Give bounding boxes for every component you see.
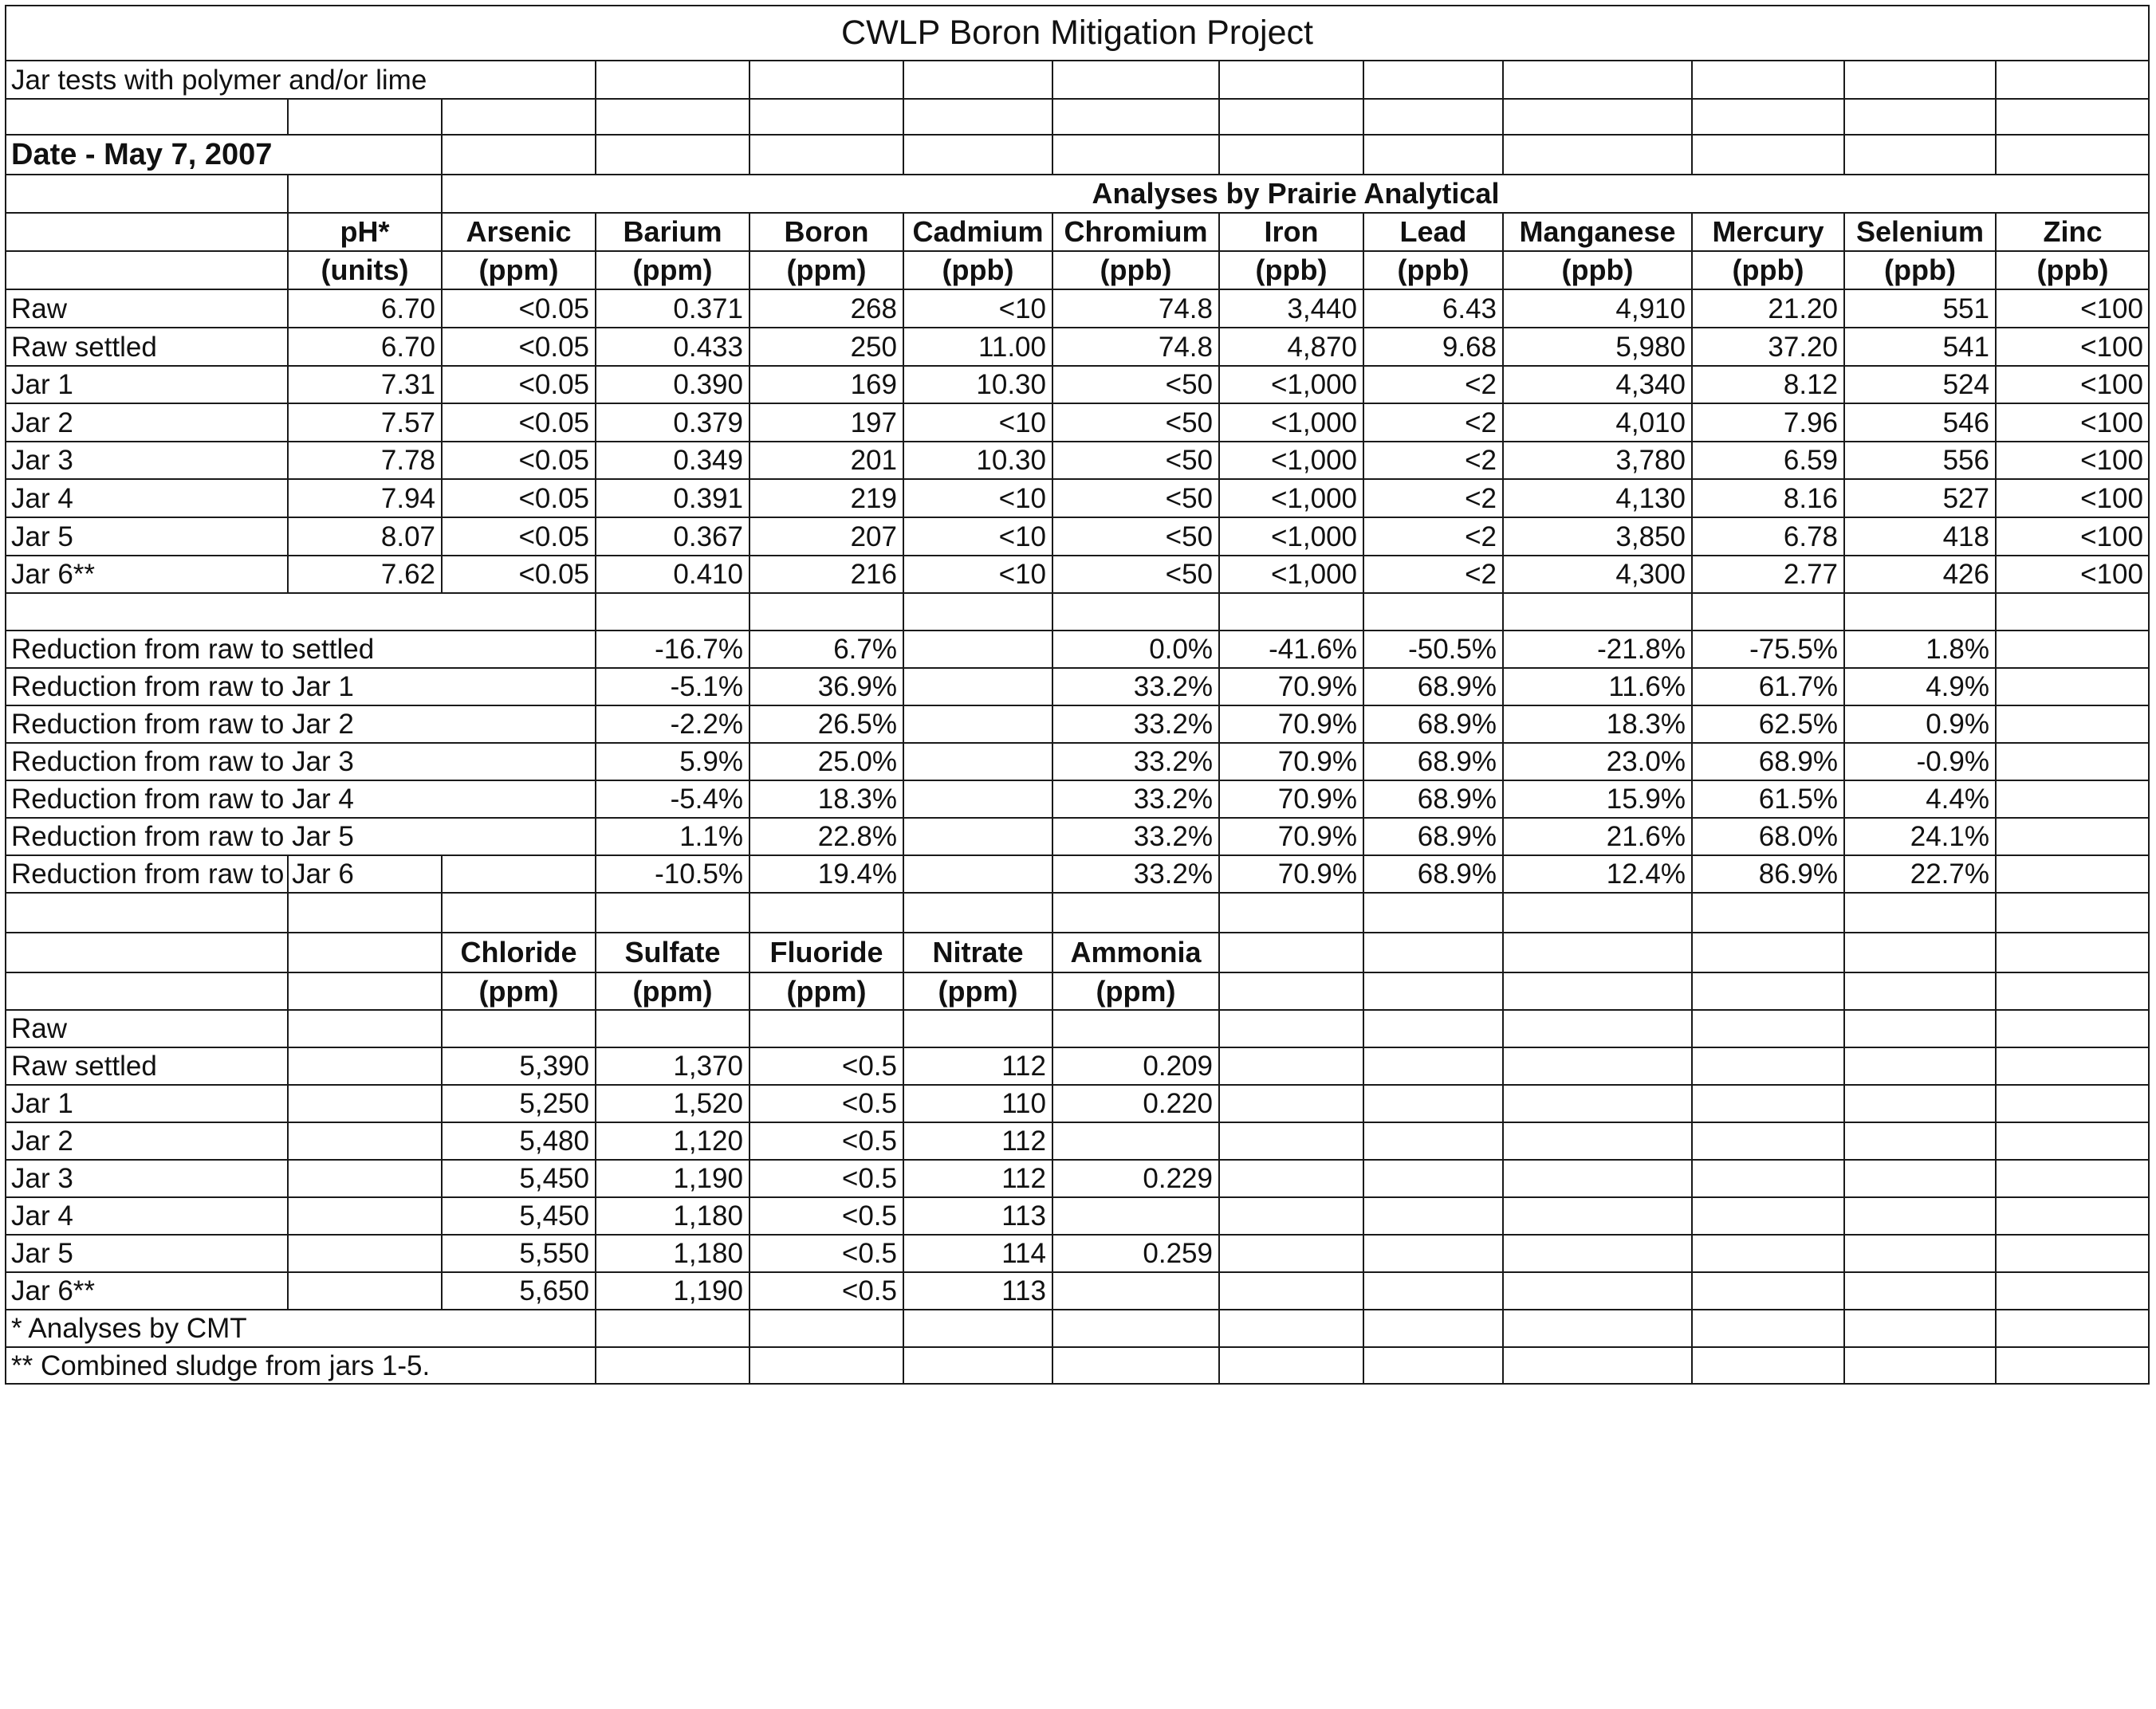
reduction-cell: 36.9%: [817, 671, 897, 702]
data-cell: <50: [1165, 521, 1213, 552]
reduction-cell: 18.3%: [817, 784, 897, 815]
data-cell: <1,000: [1270, 445, 1357, 476]
reduction-cell: 68.9%: [1417, 671, 1497, 702]
reduction-label: Reduction from raw to Jar 5: [11, 821, 354, 852]
data-cell: 0.390: [673, 369, 743, 400]
data-cell: 21.20: [1768, 293, 1838, 324]
reduction-cell: -21.8%: [1597, 634, 1686, 665]
data-cell: 37.20: [1768, 331, 1838, 363]
data-cell: <0.05: [518, 407, 589, 438]
column-header: Cadmium: [912, 215, 1044, 248]
reduction-cell: [1996, 818, 2150, 855]
data-cell: 7.94: [380, 482, 435, 514]
anion-cell: <0.5: [841, 1051, 897, 1082]
data-cell: 5,980: [1615, 331, 1686, 363]
data-cell: 219: [850, 482, 897, 514]
reduction-label: Reduction from raw to Jar 2: [11, 709, 354, 740]
anion-row-label: Raw settled: [11, 1051, 157, 1082]
row-label: Jar 4: [11, 482, 73, 514]
reduction-label: Reduction from raw to settled: [11, 634, 375, 665]
reduction-cell: 68.9%: [1417, 858, 1497, 890]
data-cell: 527: [1942, 482, 1989, 514]
anion-cell: 5,550: [519, 1238, 589, 1269]
data-cell: 197: [850, 407, 897, 438]
reduction-label: Reduction from raw to Jar 1: [11, 671, 354, 702]
anion-cell: 1,180: [673, 1238, 743, 1269]
data-cell: <1,000: [1270, 521, 1357, 552]
data-cell: 11.00: [978, 331, 1046, 363]
column-header: Mercury: [1712, 215, 1824, 248]
anion-cell: 1,520: [673, 1088, 743, 1119]
reduction-cell: 70.9%: [1277, 709, 1357, 740]
reduction-cell: 33.2%: [1133, 671, 1213, 702]
anion-cell: 113: [1001, 1200, 1046, 1232]
anion-header: Sulfate: [624, 936, 721, 968]
anion-cell: 112: [1001, 1126, 1046, 1157]
data-cell: 7.31: [380, 369, 435, 400]
data-cell: <100: [2080, 293, 2143, 324]
data-cell: <10: [998, 293, 1046, 324]
reduction-cell: 68.9%: [1417, 709, 1497, 740]
reduction-cell: 21.6%: [1606, 821, 1686, 852]
row-label: Jar 2: [11, 407, 73, 438]
data-cell: 3,780: [1615, 445, 1686, 476]
reduction-cell: [903, 668, 1052, 705]
anion-cell: <0.5: [841, 1275, 897, 1306]
data-cell: 4,340: [1615, 369, 1686, 400]
reduction-cell: 61.7%: [1758, 671, 1838, 702]
anion-cell: [749, 1010, 903, 1047]
anion-header: Ammonia: [1070, 936, 1202, 968]
data-cell: <100: [2080, 407, 2143, 438]
reduction-cell: 68.9%: [1417, 821, 1497, 852]
reduction-cell: 22.7%: [1910, 858, 1989, 890]
data-cell: 418: [1942, 521, 1989, 552]
data-cell: <50: [1165, 482, 1213, 514]
reduction-cell: [903, 631, 1052, 668]
reduction-cell: 24.1%: [1910, 821, 1989, 852]
data-cell: <0.05: [518, 331, 589, 363]
anion-unit: (ppm): [938, 974, 1018, 1008]
reduction-cell: 68.9%: [1758, 746, 1838, 777]
column-header: Iron: [1264, 215, 1319, 248]
data-cell: <1,000: [1270, 559, 1357, 590]
column-header: pH*: [340, 215, 390, 248]
reduction-cell: 33.2%: [1133, 709, 1213, 740]
data-cell: 9.68: [1442, 331, 1497, 363]
data-cell: 201: [850, 445, 897, 476]
data-cell: 0.349: [673, 445, 743, 476]
anion-cell: 110: [1001, 1088, 1046, 1119]
reduction-cell: 19.4%: [817, 858, 897, 890]
reduction-label: Reduction from raw to Jar 4: [11, 784, 354, 815]
anion-unit: (ppm): [632, 974, 713, 1008]
column-unit: (ppm): [478, 253, 559, 286]
data-cell: 556: [1942, 445, 1989, 476]
data-cell: 524: [1942, 369, 1989, 400]
reduction-cell: [1996, 855, 2150, 893]
data-cell: 250: [850, 331, 897, 363]
data-cell: <10: [998, 559, 1046, 590]
anion-row-label: Raw: [11, 1013, 68, 1044]
column-unit: (units): [321, 253, 409, 286]
data-cell: <2: [1465, 445, 1497, 476]
data-cell: 551: [1942, 293, 1989, 324]
data-cell: 4,870: [1287, 331, 1357, 363]
reduction-cell: 33.2%: [1133, 858, 1213, 890]
data-cell: <0.05: [518, 369, 589, 400]
reduction-cell: 22.8%: [817, 821, 897, 852]
column-unit: (ppb): [1884, 253, 1956, 286]
column-unit: (ppb): [1255, 253, 1328, 286]
anion-cell: 1,370: [673, 1051, 743, 1082]
data-cell: <2: [1465, 482, 1497, 514]
reduction-cell: 33.2%: [1133, 821, 1213, 852]
data-cell: 8.07: [380, 521, 435, 552]
data-cell: <50: [1165, 559, 1213, 590]
anion-cell: [596, 1010, 749, 1047]
anion-header: Fluoride: [769, 936, 883, 968]
row-label: Raw: [11, 293, 68, 324]
anion-row-label: Jar 2: [11, 1126, 73, 1157]
sheet-title: CWLP Boron Mitigation Project: [841, 13, 1313, 52]
anion-header: Nitrate: [932, 936, 1024, 968]
anion-cell: 1,180: [673, 1200, 743, 1232]
reduction-cell: 5.9%: [679, 746, 743, 777]
reduction-cell: [903, 705, 1052, 743]
data-cell: 268: [850, 293, 897, 324]
anion-cell: 5,250: [519, 1088, 589, 1119]
anion-cell: <0.5: [841, 1126, 897, 1157]
reduction-cell: -75.5%: [1749, 634, 1838, 665]
reduction-cell: 70.9%: [1277, 746, 1357, 777]
reduction-cell: 25.0%: [817, 746, 897, 777]
data-cell: <100: [2080, 521, 2143, 552]
data-cell: <0.05: [518, 293, 589, 324]
footnote: ** Combined sludge from jars 1-5.: [11, 1350, 431, 1381]
data-cell: 6.70: [380, 331, 435, 363]
reduction-cell: 4.9%: [1926, 671, 1989, 702]
reduction-cell: [903, 855, 1052, 893]
data-cell: 546: [1942, 407, 1989, 438]
anion-cell: 112: [1001, 1051, 1046, 1082]
reduction-cell: 70.9%: [1277, 671, 1357, 702]
reduction-cell: 86.9%: [1758, 858, 1838, 890]
data-cell: <2: [1465, 559, 1497, 590]
row-label: Jar 6**: [11, 559, 96, 590]
reduction-cell: -5.4%: [670, 784, 743, 815]
anion-cell: 1,120: [673, 1126, 743, 1157]
anion-cell: 1,190: [673, 1163, 743, 1194]
data-cell: <1,000: [1270, 407, 1357, 438]
anion-row-label: Jar 5: [11, 1238, 73, 1269]
anion-unit: (ppm): [1096, 974, 1176, 1008]
reduction-cell: [1996, 668, 2150, 705]
column-unit: (ppb): [1561, 253, 1634, 286]
reduction-cell: 70.9%: [1277, 821, 1357, 852]
reduction-cell: 68.0%: [1758, 821, 1838, 852]
data-cell: 3,850: [1615, 521, 1686, 552]
column-header: Selenium: [1855, 215, 1985, 248]
data-cell: 541: [1942, 331, 1989, 363]
reduction-cell: [1996, 631, 2150, 668]
reduction-cell: 68.9%: [1417, 746, 1497, 777]
data-cell: <1,000: [1270, 369, 1357, 400]
data-cell: 6.43: [1442, 293, 1497, 324]
anion-cell: [903, 1010, 1052, 1047]
anion-cell: 0.220: [1143, 1088, 1213, 1119]
data-cell: <2: [1465, 369, 1497, 400]
reduction-cell: 18.3%: [1606, 709, 1686, 740]
data-cell: 4,130: [1615, 482, 1686, 514]
data-cell: 216: [850, 559, 897, 590]
anion-cell: 112: [1001, 1163, 1046, 1194]
anion-header: Chloride: [460, 936, 577, 968]
reduction-cell: 70.9%: [1277, 784, 1357, 815]
column-unit: (ppm): [786, 253, 867, 286]
data-cell: 0.410: [673, 559, 743, 590]
anion-row-label: Jar 6**: [11, 1275, 96, 1306]
column-header: Manganese: [1519, 215, 1676, 248]
reduction-cell: 0.9%: [1926, 709, 1989, 740]
data-cell: 0.367: [673, 521, 743, 552]
data-cell: <100: [2080, 482, 2143, 514]
reduction-cell: [1996, 705, 2150, 743]
reduction-cell: 61.5%: [1758, 784, 1838, 815]
reduction-cell: 1.1%: [679, 821, 743, 852]
reduction-cell: 70.9%: [1277, 858, 1357, 890]
data-cell: 0.433: [673, 331, 743, 363]
column-unit: (ppb): [1732, 253, 1804, 286]
spreadsheet: [5, 5, 2150, 1420]
data-cell: <0.05: [518, 482, 589, 514]
sheet-subtitle: Jar tests with polymer and/or lime: [11, 64, 427, 96]
column-header: Arsenic: [466, 215, 572, 248]
column-unit: (ppb): [942, 253, 1014, 286]
reduction-cell: 1.8%: [1926, 634, 1989, 665]
data-cell: <2: [1465, 407, 1497, 438]
data-cell: <10: [998, 482, 1046, 514]
data-cell: 6.70: [380, 293, 435, 324]
anion-cell: <0.5: [841, 1163, 897, 1194]
reduction-cell: 12.4%: [1606, 858, 1686, 890]
data-cell: <100: [2080, 369, 2143, 400]
data-cell: 8.12: [1783, 369, 1838, 400]
reduction-cell: -50.5%: [1408, 634, 1497, 665]
anion-cell: [442, 1010, 596, 1047]
anion-cell: 5,650: [519, 1275, 589, 1306]
data-cell: 0.371: [673, 293, 743, 324]
data-cell: 426: [1942, 559, 1989, 590]
data-cell: 0.391: [673, 482, 743, 514]
anion-row-label: Jar 1: [11, 1088, 73, 1119]
column-header: Barium: [623, 215, 722, 248]
reduction-cell: [903, 818, 1052, 855]
anion-unit: (ppm): [478, 974, 559, 1008]
data-cell: 10.30: [976, 445, 1046, 476]
reduction-cell: 62.5%: [1758, 709, 1838, 740]
data-cell: 6.78: [1783, 521, 1838, 552]
row-label: Jar 5: [11, 521, 73, 552]
data-cell: <1,000: [1270, 482, 1357, 514]
reduction-cell: 33.2%: [1133, 784, 1213, 815]
data-cell: 6.59: [1783, 445, 1838, 476]
data-cell: 0.379: [673, 407, 743, 438]
reduction-cell: [1996, 743, 2150, 780]
data-cell: <50: [1165, 445, 1213, 476]
anion-cell: 5,480: [519, 1126, 589, 1157]
row-label: Raw settled: [11, 331, 157, 363]
data-cell: <0.05: [518, 521, 589, 552]
reduction-cell: -41.6%: [1269, 634, 1357, 665]
column-unit: (ppm): [632, 253, 713, 286]
data-cell: 4,910: [1615, 293, 1686, 324]
data-cell: 4,010: [1615, 407, 1686, 438]
column-header: Boron: [784, 215, 869, 248]
reduction-cell: [903, 780, 1052, 818]
data-cell: <0.05: [518, 445, 589, 476]
reduction-cell: 6.7%: [833, 634, 897, 665]
data-cell: 10.30: [976, 369, 1046, 400]
anion-cell: 0.229: [1143, 1163, 1213, 1194]
reduction-cell: 11.6%: [1608, 671, 1686, 702]
anion-cell: <0.5: [841, 1238, 897, 1269]
reduction-cell: 33.2%: [1133, 746, 1213, 777]
anion-cell: [1052, 1122, 1219, 1160]
data-cell: 3,440: [1287, 293, 1357, 324]
data-cell: 7.78: [380, 445, 435, 476]
anion-cell: <0.5: [841, 1088, 897, 1119]
column-unit: (ppb): [2036, 253, 2109, 286]
anion-cell: [1052, 1272, 1219, 1310]
reduction-cell: -16.7%: [655, 634, 743, 665]
reduction-label: Reduction from raw to Jar 6: [11, 858, 354, 890]
footnote: * Analyses by CMT: [11, 1313, 247, 1344]
anion-cell: 1,190: [673, 1275, 743, 1306]
reduction-cell: -0.9%: [1916, 746, 1989, 777]
data-cell: <50: [1165, 369, 1213, 400]
data-cell: <2: [1465, 521, 1497, 552]
data-cell: <0.05: [518, 559, 589, 590]
anion-cell: 0.259: [1143, 1238, 1213, 1269]
data-cell: <100: [2080, 331, 2143, 363]
data-cell: 7.96: [1783, 407, 1838, 438]
data-cell: 169: [850, 369, 897, 400]
anion-cell: [1052, 1197, 1219, 1235]
data-cell: 4,300: [1615, 559, 1686, 590]
row-label: Jar 3: [11, 445, 73, 476]
data-cell: 7.57: [380, 407, 435, 438]
anion-cell: 114: [1001, 1238, 1046, 1269]
column-header: Chromium: [1064, 215, 1208, 248]
column-header: Zinc: [2043, 215, 2103, 248]
anion-cell: 5,450: [519, 1163, 589, 1194]
data-cell: <50: [1165, 407, 1213, 438]
data-cell: 207: [850, 521, 897, 552]
reduction-cell: 68.9%: [1417, 784, 1497, 815]
anion-cell: 113: [1001, 1275, 1046, 1306]
reduction-cell: 23.0%: [1606, 746, 1686, 777]
anion-cell: [1052, 1010, 1219, 1047]
reduction-cell: 26.5%: [817, 709, 897, 740]
data-cell: <10: [998, 407, 1046, 438]
anion-cell: 5,450: [519, 1200, 589, 1232]
data-cell: 74.8: [1158, 293, 1213, 324]
group-header: Analyses by Prairie Analytical: [1092, 177, 1500, 210]
data-cell: <10: [998, 521, 1046, 552]
data-cell: 74.8: [1158, 331, 1213, 363]
column-unit: (ppb): [1397, 253, 1469, 286]
data-cell: 8.16: [1783, 482, 1838, 514]
anion-cell: 0.209: [1143, 1051, 1213, 1082]
data-cell: 2.77: [1783, 559, 1838, 590]
anion-row-label: Jar 4: [11, 1200, 73, 1232]
reduction-cell: 15.9%: [1606, 784, 1686, 815]
column-unit: (ppb): [1100, 253, 1172, 286]
column-header: Lead: [1399, 215, 1467, 248]
reduction-label: Reduction from raw to Jar 3: [11, 746, 354, 777]
data-cell: 7.62: [380, 559, 435, 590]
reduction-cell: [903, 743, 1052, 780]
reduction-cell: 4.4%: [1926, 784, 1989, 815]
data-cell: <100: [2080, 559, 2143, 590]
reduction-cell: [1996, 780, 2150, 818]
reduction-cell: 0.0%: [1149, 634, 1213, 665]
anion-unit: (ppm): [786, 974, 867, 1008]
data-cell: <100: [2080, 445, 2143, 476]
anion-row-label: Jar 3: [11, 1163, 73, 1194]
reduction-cell: -2.2%: [670, 709, 743, 740]
reduction-cell: -10.5%: [655, 858, 743, 890]
row-label: Jar 1: [11, 369, 73, 400]
date-label: Date - May 7, 2007: [11, 138, 273, 171]
anion-cell: <0.5: [841, 1200, 897, 1232]
reduction-cell: -5.1%: [670, 671, 743, 702]
anion-cell: 5,390: [519, 1051, 589, 1082]
